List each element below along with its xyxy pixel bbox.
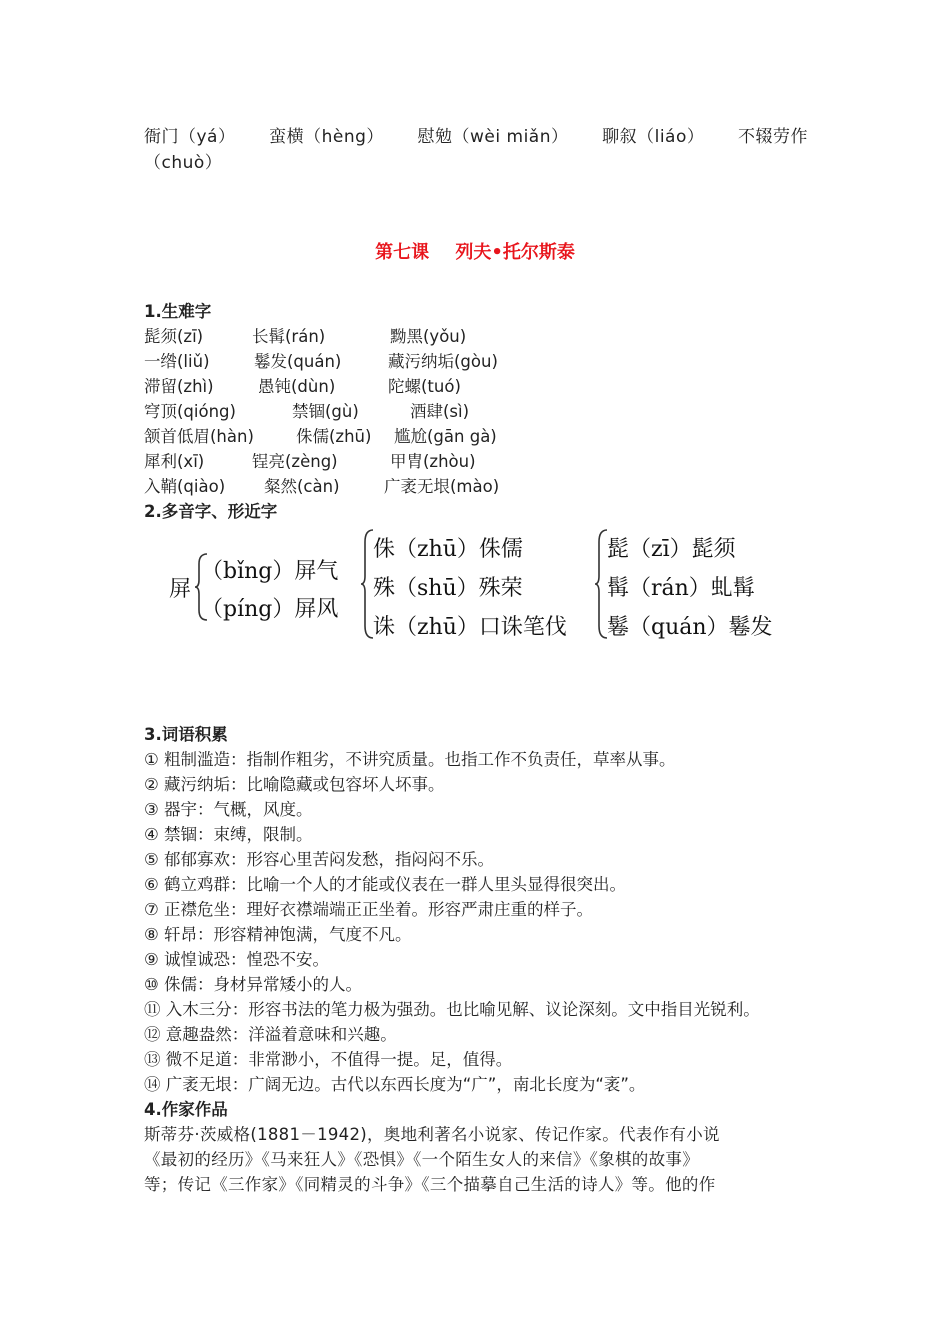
char-row (144, 449, 499, 474)
figure-g2-item: 殊（shū）殊荣 (373, 576, 523, 601)
paragraph-line: 等；传记《三作家》《同精灵的斗争》《三个描摹自己生活的诗人》等。他的作 (144, 1175, 716, 1194)
char-item: 黝黑(yǒu) (390, 327, 467, 346)
section-word-accumulation (144, 722, 808, 1197)
char-item: 滞留(zhì) (144, 377, 214, 396)
char-item: 粲然(càn) (264, 477, 340, 496)
word-entry: ⑦ 正襟危坐：理好衣襟端端正正坐着。形容严肃庄重的样子。 (144, 900, 594, 919)
figure-g3-item: 髯（rán）虬髯 (607, 576, 755, 601)
word-entry: ⑨ 诚惶诚恐：惶恐不安。 (144, 950, 330, 969)
figure-root-char: 屏 (169, 577, 192, 602)
word-entry: ⑭ 广袤无垠：广阔无边。古代以东西长度为“广”，南北长度为“袤”。 (144, 1075, 646, 1094)
word-entry: ⑫ 意趣盎然：洋溢着意味和兴趣。 (144, 1025, 397, 1044)
word-entry: ③ 器宇：气概，风度。 (144, 800, 313, 819)
intro-line-1 (144, 124, 808, 150)
char-item: 犀利(xī) (144, 452, 205, 471)
word-entry: ⑥ 鹤立鸡群：比喻一个人的才能或仪表在一群人里头显得很突出。 (144, 875, 627, 894)
char-item: 禁锢(gù) (292, 402, 359, 421)
word-entry: ⑤ 郁郁寡欢：形容心里苦闷发愁，指闷闷不乐。 (144, 850, 495, 869)
char-item: 鬈发(quán) (254, 352, 342, 371)
char-item: 穹顶(qióng) (144, 402, 236, 421)
char-row (144, 399, 499, 424)
intro-word: 蛮横（hèng） (269, 127, 384, 147)
char-item: 入鞘(qiào) (144, 477, 226, 496)
figure-g3-item: 髭（zī）髭须 (607, 537, 736, 562)
figure-g3-item: 鬈（quán）鬈发 (607, 615, 773, 640)
char-row (144, 374, 499, 399)
figure-g1-item: （bǐng）屏气 (201, 559, 339, 584)
lesson-number: 第七课 (375, 242, 430, 263)
figure-g2-item: 诛（zhū）口诛笔伐 (373, 615, 567, 640)
intro-word: 衙门（yá） (144, 127, 236, 147)
figure-g1-item: （píng）屏风 (201, 597, 339, 622)
polyphone-figure (165, 522, 780, 648)
word-entry: ④ 禁锢：束缚，限制。 (144, 825, 313, 844)
char-item: 陀螺(tuó) (388, 377, 461, 396)
char-item: 一绺(liǔ) (144, 352, 210, 371)
intro-word: 不辍劳作 (737, 127, 808, 147)
char-row (144, 324, 499, 349)
intro-word: 慰勉（wèi miǎn） (417, 127, 569, 147)
char-item: 颔首低眉(hàn) (144, 427, 254, 446)
word-entry: ⑧ 轩昂：形容精神饱满，气度不凡。 (144, 925, 412, 944)
section-heading: 1.生难字 (144, 302, 212, 321)
section-heading: 4.作家作品 (144, 1100, 228, 1119)
char-row (144, 474, 499, 499)
char-item: 长髯(rán) (252, 327, 326, 346)
word-entry: ⑪ 入木三分：形容书法的笔力极为强劲。也比喻见解、议论深刻。文中指目光锐利。 (144, 1000, 760, 1019)
char-row (144, 349, 499, 374)
word-entry: ① 粗制滥造：指制作粗劣，不讲究质量。也指工作不负责任，草率从事。 (144, 750, 676, 769)
paragraph-line: 斯蒂芬·茨威格(1881－1942)，奥地利著名小说家、传记作家。代表作有小说 (144, 1125, 720, 1144)
author-paragraph (144, 1122, 808, 1197)
word-entry: ⑬ 微不足道：非常渺小，不值得一提。足，值得。 (144, 1050, 513, 1069)
char-item: 锃亮(zèng) (252, 452, 338, 471)
char-item: 酒肆(sì) (410, 402, 470, 421)
word-entry: ② 藏污纳垢：比喻隐藏或包容坏人坏事。 (144, 775, 445, 794)
char-item: 甲胄(zhòu) (390, 452, 476, 471)
char-row (144, 424, 499, 449)
intro-line-2: （chuò） (144, 153, 223, 173)
char-item: 藏污纳垢(gòu) (388, 352, 498, 371)
char-item: 髭须(zī) (144, 327, 204, 346)
section-heading: 3.词语积累 (144, 725, 228, 744)
char-item: 广袤无垠(mào) (384, 477, 500, 496)
intro-pronunciation (144, 124, 808, 176)
char-item: 侏儒(zhū) (296, 427, 372, 446)
lesson-name: 列夫•托尔斯泰 (455, 242, 575, 263)
paragraph-line: 《最初的经历》《马来狂人》《恐惧》《一个陌生女人的来信》《象棋的故事》 (144, 1150, 699, 1169)
section-heading: 2.多音字、形近字 (144, 502, 278, 521)
char-item: 尴尬(gān gà) (394, 427, 497, 446)
section-vocab-chars (144, 299, 499, 524)
intro-word: 聊叙（liáo） (602, 127, 705, 147)
lesson-title (0, 238, 950, 264)
word-entry: ⑩ 侏儒：身材异常矮小的人。 (144, 975, 363, 994)
char-item: 愚钝(dùn) (258, 377, 336, 396)
figure-g2-item: 侏（zhū）侏儒 (373, 537, 523, 562)
